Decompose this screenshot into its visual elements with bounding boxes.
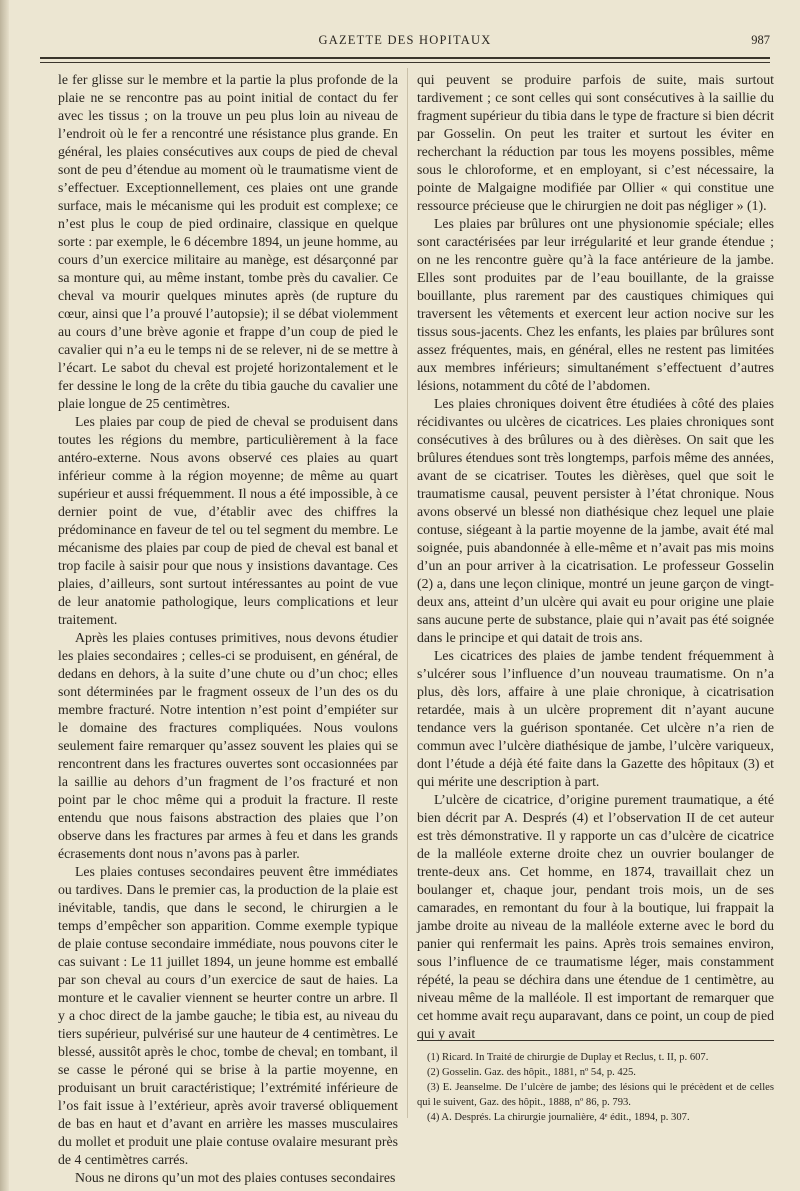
header-rule-thick	[40, 57, 770, 59]
paragraph: Les plaies contuses secondaires peuvent être immédiates ou tardives. Dans le premier cas, la production de la plaie est inévitable, tandis, que dans le second, le chirurgien a le temps d’empêcher son apparition. Comme exemple typique de plaie contuse secondaire immédiate, nous pouvons citer le cas suivant : Le 11 juillet 1894, un jeune homme est emballé par son cheval au cours d’un exercice de saut de haies. La monture et le cavalier viennent se heurter contre un arbre. Il y a choc direct de la jambe gauche; le tibia est, au niveau du tiers supérieur, pulvérisé sur une hauteur de 4 centimètres. Le blessé, aussitôt après le choc, tombe de cheval; en tombant, il se casse le péroné qui se brise à la partie moyenne, en produisant un bruit caractéristique; l’extrémité inférieure de l’os fait issue à l’extérieur, après avoir traversé obliquement de bas en haut et d’avant en arrière les masses musculaires du mollet et produit une plaie contuse ovalaire mesurant près de 4 centimètres carrés.	[58, 864, 398, 1167]
paragraph: qui peuvent se produire parfois de suite, mais surtout tardivement ; ce sont celles qui sont consécutives à la saillie du fragment supérieur du tibia dans le type de fracture si bien décrit par Gosselin. On peut les traiter et surtout les éviter en recherchant la réduction par tous les moyens possibles, même sous le chloroforme, et en employant, si c’est nécessaire, la pointe de Malgaigne modifiée par Ollier « qui constitue une ressource précieuse que le chirurgien ne doit pas négliger » (1).	[417, 72, 774, 213]
header-rule-thin	[40, 62, 770, 63]
footnote: (3) E. Jeanselme. De l’ulcère de jambe; des lésions qui le précèdent et de celles qui le suivent, Gaz. des hôpit., 1888, nº 86, p. 793.	[417, 1082, 774, 1108]
page-header	[40, 33, 770, 53]
left-column	[58, 71, 398, 1187]
page-spine-shadow	[0, 0, 9, 1191]
paragraph: L’ulcère de cicatrice, d’origine purement traumatique, a été bien décrit par A. Després (4) et l’observation II de cet auteur est très démonstrative. Il y rapporte un cas d’ulcère de cicatrice de la malléole externe droite chez un ouvrier boulanger de trente-deux ans. Cet homme, en 1874, travaillait chez un boulanger et, chaque jour, pendant trois mois, un de ses camarades, en remontant du four à la boutique, lui frappait la jambe droite au niveau de la malléole externe avec le bord du panier qui renfermait les pains. Après trois semaines environ, sous l’influence de ce traumatisme léger, mais constamment répété, la peau se déchira dans une étendue de 1 centimètre, au niveau même de la malléole. Il est important de remarquer que cet homme avait reçu auparavant, dans ce point, un coup de pied qui y avait	[417, 792, 774, 1041]
right-column	[417, 71, 774, 1043]
footnote: (1) Ricard. In Traité de chirurgie de Duplay et Reclus, t. II, p. 607.	[427, 1052, 709, 1063]
paragraph: Les plaies par brûlures ont une physionomie spéciale; elles sont caractérisées par leur irrégularité et leur grande étendue ; on ne les rencontre guère qu’à la face antérieure de la jambe. Elles sont produites par de l’eau bouillante, de la graisse bouillante, plus rarement par des caustiques chimiques qui traversent les vêtements et exercent leur action nocive sur les tissus sous-jacents. Chez les enfants, les plaies par brûlures sont assez fréquentes, mais, en général, elles ne restent pas limitées aux membres inférieurs; simultanément s’effectuent d’autres lésions, notamment du côté de l’abdomen.	[417, 216, 774, 393]
journal-title: GAZETTE DES HOPITAUX	[318, 33, 492, 47]
footnotes	[417, 1050, 774, 1125]
paragraph: Les cicatrices des plaies de jambe tendent fréquemment à s’ulcérer sous l’influence d’un nouveau traumatisme. On n’a plus, dès lors, affaire à une plaie chronique, à cicatrisation retardée, mais à un ulcère proprement dit n’ayant aucune tendance vers la guérison spontanée. Cet ulcère n’a rien de commun avec l’ulcère diathésique de jambe, l’ulcère variqueux, dont l’étude a déjà été faite dans la Gazette des hôpitaux (3) et qui mérite une description à part.	[417, 648, 774, 789]
column-gutter	[407, 68, 408, 1118]
paragraph: Les plaies par coup de pied de cheval se produisent dans toutes les régions du membre, particulièrement à la face antéro-externe. Nous avons observé ces plaies au quart inférieur comme à la région moyenne; de même au quart supérieur et aussi fréquemment. Il nous a été impossible, à ce dernier point de vue, d’établir avec des chiffres la prédominance en faveur de tel ou tel segment du membre. Le mécanisme des plaies par coup de pied de cheval est banal et trop facile à saisir pour que nous y insistions davantage. Ces plaies, d’ailleurs, sont surtout intéressantes au point de vue de leur anatomie pathologique, leurs complications et leur traitement.	[58, 414, 398, 627]
footnote: (2) Gosselin. Gaz. des hôpit., 1881, nº 54, p. 425.	[427, 1067, 636, 1078]
page-number: 987	[751, 33, 770, 47]
paragraph: Les plaies chroniques doivent être étudiées à côté des plaies récidivantes ou ulcères de cicatrices. Les plaies chroniques sont consécutives à des brûlures ou à des dièrèses. On sait que les brûlures étendues sont très longtemps, parfois même des années, avant de se cicatriser. Toutes les dièrèses, quel que soit le traumatisme causal, peuvent persister à l’état chronique. Nous avons observé un blessé non diathésique chez lequel une plaie contuse, siégeant à la partie moyenne de la jambe, avait été mal soignée, puis abandonnée à elle-même et n’avait pas mis moins d’un an pour arriver à la cicatrisation. Le professeur Gosselin (2) a, dans une leçon clinique, montré un jeune garçon de vingt-deux ans, atteint d’un ulcère qui avait eu pour origine une plaie sans aucune perte de substance, plaie qui n’avait pas été soignée dans le principe et qui datait de trois ans.	[417, 396, 774, 645]
paragraph: Après les plaies contuses primitives, nous devons étudier les plaies secondaires ; celles-ci se produisent, en général, de dedans en dehors, à la suite d’une chute ou d’un choc; elles sont déterminées par le fragment osseux de l’un des os du membre fracturé. Notre intention n’est point d’empiéter sur le domaine des fractures compliquées. Nous voulons seulement faire remarquer qu’assez souvent les plaies qui se rencontrent dans les fractures ouvertes sont occasionnées par la saillie au dehors d’un fragment de l’os fracturé et non point par le choc même qui a produit la fracture. Il reste entendu que nous faisons abstraction des plaies que l’on observe dans les fractures par armes à feu et dans les grands écrasements dont nous n’avons pas à parler.	[58, 630, 398, 861]
paragraph: Nous ne dirons qu’un mot des plaies contuses secondaires	[75, 1170, 396, 1185]
footnote-rule	[417, 1040, 774, 1041]
footnote: (4) A. Després. La chirurgie journalière, 4ᵉ édit., 1894, p. 307.	[427, 1112, 690, 1123]
paragraph: le fer glisse sur le membre et la partie la plus profonde de la plaie ne se rencontre pas au point initial de contact du fer avec les tissus ; on la trouve un peu plus loin au niveau de l’endroit où le fer a rencontré une résistance plus grande. En général, les plaies consécutives aux coups de pied de cheval sont de peu d’étendue au moment où le traumatisme vient de s’effectuer. Exceptionnellement, ces plaies ont une grande surface, mais le mécanisme qui les produit est complexe; ce n’est plus le coup de pied ordinaire, classique en quelque sorte : par exemple, le 6 décembre 1894, un jeune homme, au cours d’un exercice militaire au manège, est désarçonné par sa monture qui, au même instant, tombe près du cavalier. Ce cheval va mourir quelques minutes après (de rupture du cœur, ainsi que l’a prouvé l’autopsie); il se débat violemment au cours d’une brève agonie et frappe d’un coup de pied le cavalier qui n’a eu le temps ni de se relever, ni de se mettre à l’écart. Le sabot du cheval est projeté horizontalement et le fer dessine le long de la crête du tibia gauche du cavalier une plaie longue de 25 centimètres.	[58, 72, 398, 411]
